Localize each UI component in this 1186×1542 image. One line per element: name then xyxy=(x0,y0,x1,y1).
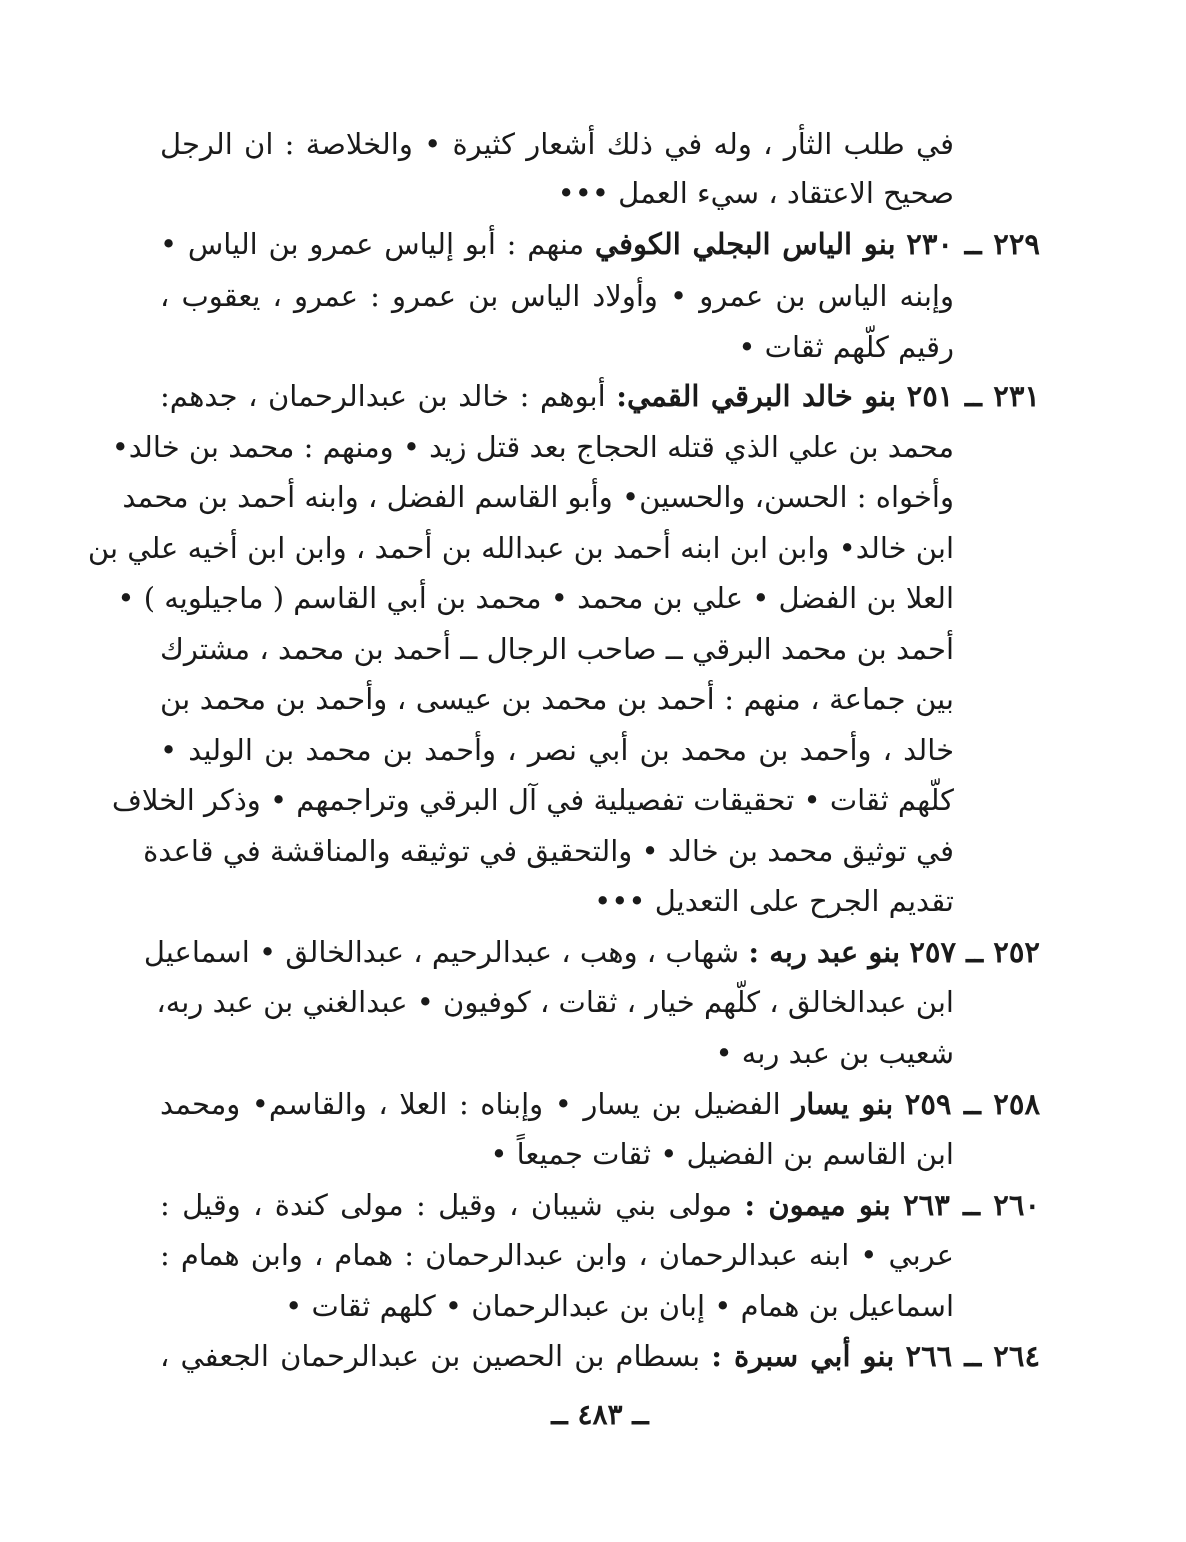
entry-heading-line xyxy=(160,218,1040,270)
text-line: شعيب بن عبد ربه • xyxy=(715,1036,954,1070)
text-line: اسماعيل بن همام • إبان بن عبدالرحمان • كلهم ثقات • xyxy=(285,1289,954,1323)
text-line: كلّهم ثقات • تحقيقات تفصيلية في آل البرقي وتراجمهم • وذكر الخلاف xyxy=(111,783,954,817)
entry-heading-line xyxy=(160,1078,1040,1130)
entry-number: ٢٦٤ ــ ٢٦٦ xyxy=(905,1339,1041,1373)
entry-number: ٢٢٩ ــ ٢٣٠ xyxy=(906,227,1040,261)
entry-title: بنو يسار xyxy=(792,1087,894,1121)
text-line: ابن خالد• وابن ابن ابنه أحمد بن عبدالله بن أحمد ، وابن ابن أخيه علي بن xyxy=(87,531,954,565)
document-page xyxy=(87,118,1041,1478)
entry-text: شهاب ، وهب ، عبدالرحيم ، عبدالخالق • اسماعيل xyxy=(143,935,740,969)
entry-heading-line xyxy=(160,1179,1040,1231)
entry-number: ٢٣١ ــ ٢٥١ xyxy=(906,379,1040,413)
entry-number: ٢٦٠ ــ ٢٦٣ xyxy=(903,1188,1041,1222)
entry-title: بنو خالد البرقي القمي: xyxy=(616,379,897,413)
entry-heading-line xyxy=(160,370,1040,422)
text-line: وأخواه : الحسن، والحسين• وأبو القاسم الفضل ، وابنه أحمد بن محمد xyxy=(122,480,954,514)
entry-number: ٢٥٨ ــ ٢٥٩ xyxy=(904,1087,1041,1121)
entry-number: ٢٥٢ ــ ٢٥٧ xyxy=(909,935,1040,969)
text-line: أحمد بن محمد البرقي ــ صاحب الرجال ــ أحمد بن محمد ، مشترك xyxy=(160,632,954,666)
entry-text: الفضيل بن يسار • وإبناه : العلا ، والقاسم• ومحمد xyxy=(160,1087,781,1121)
text-line: بين جماعة ، منهم : أحمد بن محمد بن عيسى ، وأحمد بن محمد بن xyxy=(160,682,954,716)
text-line: عربي • ابنه عبدالرحمان ، وابن عبدالرحمان : همام ، وابن همام : xyxy=(160,1238,954,1272)
entry-text: أبوهم : خالد بن عبدالرحمان ، جدهم: xyxy=(160,379,606,413)
text-line: خالد ، وأحمد بن محمد بن أبي نصر ، وأحمد بن محمد بن الوليد • xyxy=(160,733,954,767)
text-line: العلا بن الفضل • علي بن محمد • محمد بن أبي القاسم ( ماجيلويه ) • xyxy=(117,581,954,615)
text-line: في طلب الثأر ، وله في ذلك أشعار كثيرة • والخلاصة : ان الرجل xyxy=(160,127,954,161)
page-number: ــ ٤٨٣ ــ xyxy=(551,1398,649,1431)
entry-title: بنو الياس البجلي الكوفي xyxy=(594,227,896,261)
entry-title: بنو عبد ربه : xyxy=(748,935,901,969)
text-line: رقيم كلّهم ثقات • xyxy=(738,330,954,364)
entry-title: بنو أبي سبرة : xyxy=(711,1339,895,1373)
entry-heading-line xyxy=(143,926,1040,978)
entry-text: منهم : أبو إلياس عمرو بن الياس • xyxy=(160,227,585,261)
entry-title: بنو ميمون : xyxy=(744,1188,891,1222)
text-line: صحيح الاعتقاد ، سيء العمل ••• xyxy=(557,176,954,210)
entry-text: بسطام بن الحصين بن عبدالرحمان الجعفي ، xyxy=(160,1339,701,1373)
text-line: محمد بن علي الذي قتله الحجاج بعد قتل زيد • ومنهم : محمد بن خالد• xyxy=(111,430,954,464)
text-line: تقديم الجرح على التعديل ••• xyxy=(594,884,954,918)
text-line: ابن عبدالخالق ، كلّهم خيار ، ثقات ، كوفيون • عبدالغني بن عبد ربه، xyxy=(156,985,954,1019)
text-line: في توثيق محمد بن خالد • والتحقيق في توثيقه والمناقشة في قاعدة xyxy=(143,834,954,868)
entry-heading-line xyxy=(160,1330,1040,1382)
text-line: وإبنه الياس بن عمرو • وأولاد الياس بن عمرو : عمرو ، يعقوب ، xyxy=(160,279,954,313)
entry-text: مولى بني شيبان ، وقيل : مولى كندة ، وقيل : xyxy=(160,1188,732,1222)
text-line: ابن القاسم بن الفضيل • ثقات جميعاً • xyxy=(490,1137,954,1171)
